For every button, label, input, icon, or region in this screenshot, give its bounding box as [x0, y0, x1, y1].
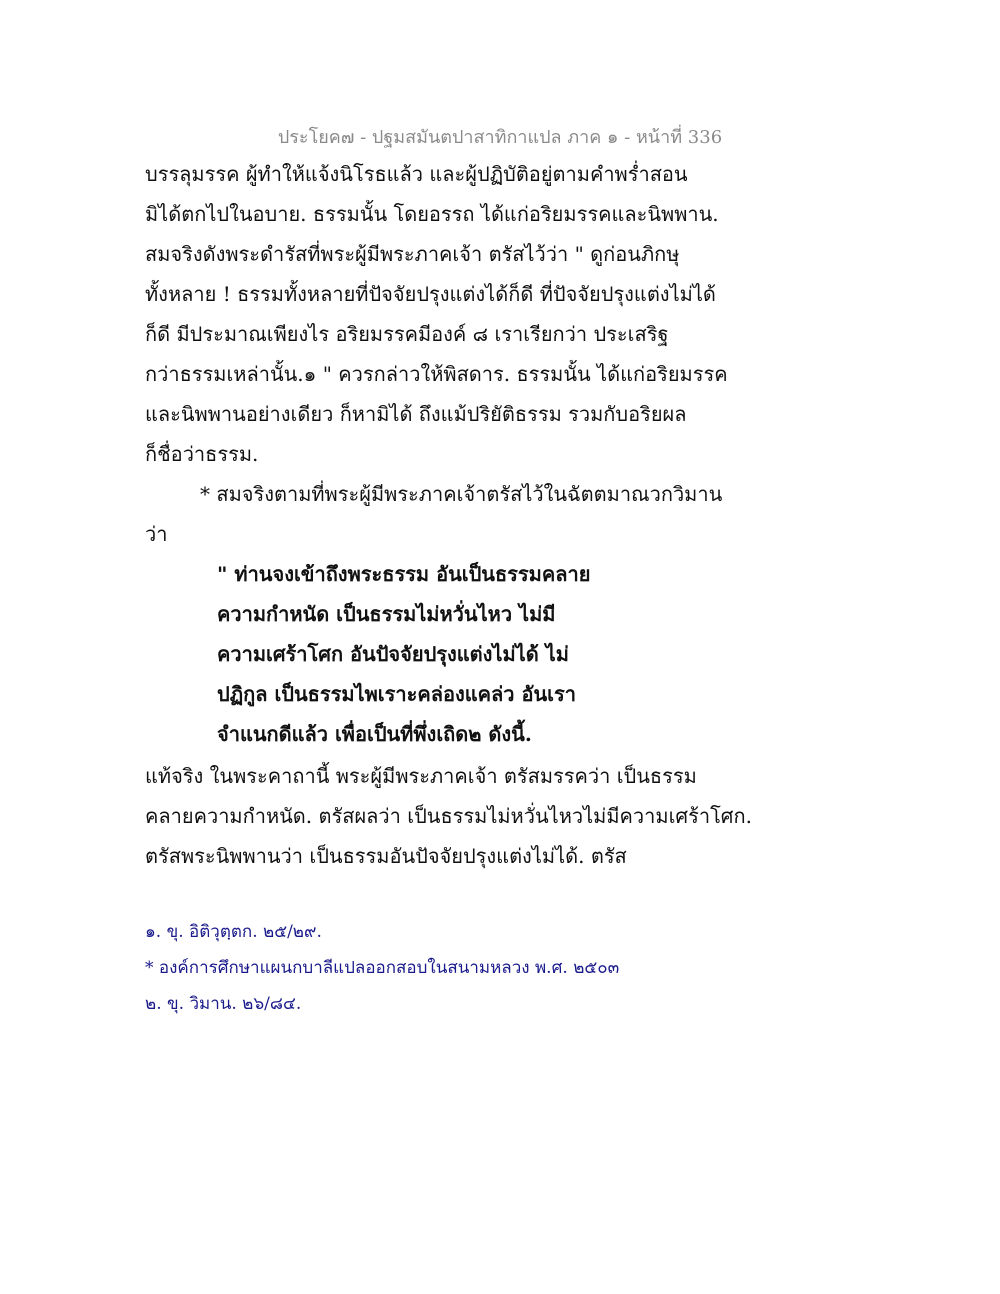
footnote: * องค์การศึกษาแผนกบาลีแปลออกสอบในสนามหลวง พ.ศ. ๒๕๐๓ — [145, 958, 620, 978]
page-header: ประโยค๗ - ปฐมสมันตปาสาทิกาแปล ภาค ๑ - หน้าที่ 336 — [277, 127, 723, 148]
body-line: ตรัสพระนิพพานว่า เป็นธรรมอันปัจจัยปรุงแต่งไม่ได้. ตรัส — [145, 844, 627, 868]
body-line: ก็ดี มีประมาณเพียงไร อริยมรรคมีองค์ ๘ เราเรียกว่า ประเสริฐ — [145, 322, 669, 346]
body-line: กว่าธรรมเหล่านั้น.๑ " ควรกล่าวให้พิสดาร. ธรรมนั้น ได้แก่อริยมรรค — [145, 362, 728, 386]
body-line: คลายความกำหนัด. ตรัสผลว่า เป็นธรรมไม่หวั่นไหวไม่มีความเศร้าโศก. — [145, 804, 752, 828]
body-line: บรรลุมรรค ผู้ทำให้แจ้งนิโรธแล้ว และผู้ปฏิบัติอยู่ตามคำพร่ำสอน — [145, 162, 688, 186]
verse-line: " ท่านจงเข้าถึงพระธรรม อันเป็นธรรมคลาย — [217, 562, 591, 586]
body-line: แท้จริง ในพระคาถานี้ พระผู้มีพระภาคเจ้า ตรัสมรรคว่า เป็นธรรม — [145, 764, 697, 788]
verse-line: ความเศร้าโศก อันปัจจัยปรุงแต่งไม่ได้ ไม่ — [217, 642, 569, 666]
verse-line: ปฏิกูล เป็นธรรมไพเราะคล่องแคล่ว อันเรา — [217, 682, 576, 706]
body-line: สมจริงดังพระดำรัสที่พระผู้มีพระภาคเจ้า ตรัสไว้ว่า " ดูก่อนภิกษุ — [145, 242, 680, 266]
body-line: และนิพพานอย่างเดียว ก็หามิได้ ถึงแม้ปริยัติธรรม รวมกับอริยผล — [145, 402, 687, 426]
continuation-line: ว่า — [145, 522, 168, 546]
body-line: มิได้ตกไปในอบาย. ธรรมนั้น โดยอรรถ ได้แก่อริยมรรคและนิพพาน. — [145, 202, 719, 226]
body-line: ทั้งหลาย ! ธรรมทั้งหลายที่ปัจจัยปรุงแต่งได้ก็ดี ที่ปัจจัยปรุงแต่งไม่ได้ — [145, 282, 716, 306]
footnote: ๒. ขุ. วิมาน. ๒๖/๘๔. — [145, 994, 302, 1014]
footnote: ๑. ขุ. อิติวุตฺตก. ๒๕/๒๙. — [145, 922, 322, 942]
verse-line: จำแนกดีแล้ว เพื่อเป็นที่พึ่งเถิด๒ ดังนี้. — [217, 722, 532, 746]
body-line: ก็ชื่อว่าธรรม. — [145, 442, 259, 466]
verse-line: ความกำหนัด เป็นธรรมไม่หวั่นไหว ไม่มี — [217, 602, 556, 626]
indented-line: * สมจริงตามที่พระผู้มีพระภาคเจ้าตรัสไว้ในฉัตตมาณวกวิมาน — [200, 482, 723, 506]
